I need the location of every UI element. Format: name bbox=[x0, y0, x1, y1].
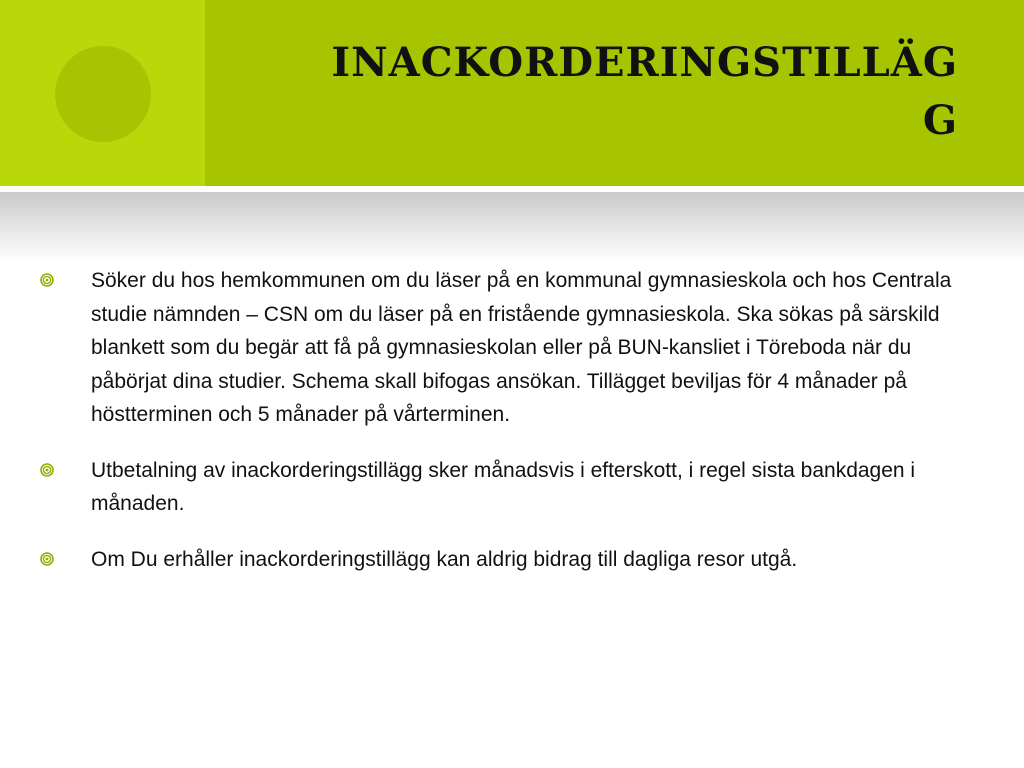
bullet-item bbox=[40, 543, 970, 577]
slide-title bbox=[158, 34, 958, 150]
header-shadow bbox=[0, 192, 1024, 262]
bullet-text: Söker du hos hemkommunen om du läser på en kommunal gymnasieskola och hos Centrala studie nämnden – CSN om du läser på en fristående gymnasieskola. Ska sökas på särskild blankett som du begär att få på gymnasieskolan eller på BUN-kansliet i Töreboda när du påbörjat dina studier. Schema skall bifogas ansökan. Tillägget beviljas för 4 månader på höstterminen och 5 månader på vårterminen. bbox=[91, 269, 952, 426]
target-bullet-icon bbox=[40, 552, 54, 566]
bullet-text: Utbetalning av inackorderingstillägg sker månadsvis i efterskott, i regel sista bankdagen i månaden. bbox=[91, 458, 916, 515]
target-bullet-icon bbox=[40, 273, 54, 287]
target-bullet-icon bbox=[40, 463, 54, 477]
slide-title-text: INACKORDERINGSTILLÄG G bbox=[331, 39, 958, 144]
bullet-item bbox=[40, 264, 970, 432]
bullet-item bbox=[40, 454, 970, 521]
bullet-text: Om Du erhåller inackorderingstillägg kan aldrig bidrag till dagliga resor utgå. bbox=[91, 547, 798, 571]
decorative-circle bbox=[55, 46, 151, 142]
bullet-list bbox=[40, 264, 970, 598]
